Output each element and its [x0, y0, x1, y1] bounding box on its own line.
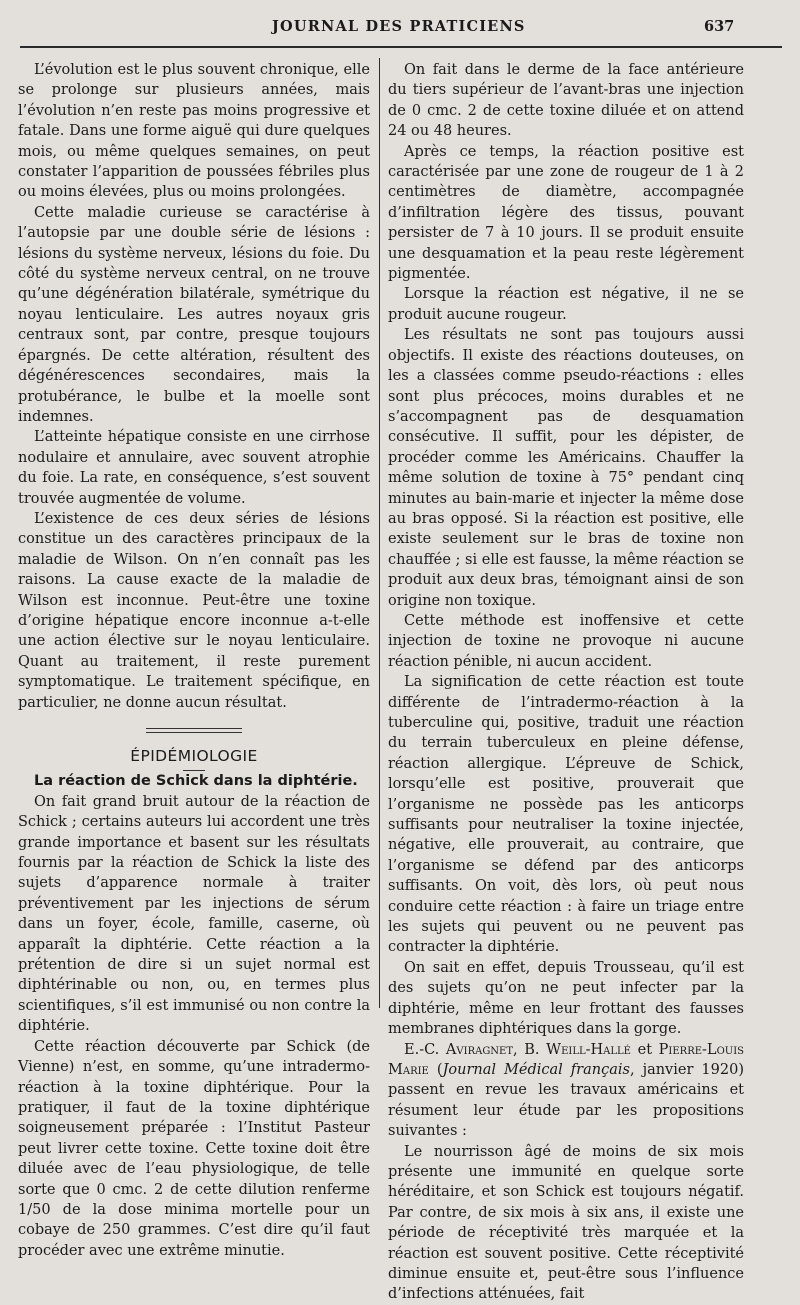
paragraph: L’existence de ces deux séries de lésions constitue un des caractères principaux de la maladie de Wilson. On n’en connaît pas les raisons. La cause exacte de la maladie de Wilson est inconnue. Peut-être une toxine d’origine hépatique encore inconnue a-t-elle une action élective sur le noyau lenticulaire. Quant au traitement, il reste purement symptomatique. Le traitement spécifique, en particulier, ne donne aucun résultat. [18, 510, 370, 711]
article-title: La réaction de Schick dans la diphtérie. [34, 773, 358, 790]
paragraph: L’atteinte hépatique consiste en une cirrhose nodulaire et annulaire, avec souvent atrophie du foie. La rate, en conséquence, s’est souvent trouvée augmentée de volume. [18, 429, 370, 507]
paragraph: Cette méthode est inoffensive et cette injection de toxine ne provoque ni aucune réaction pénible, ni aucun accident. [388, 612, 744, 670]
paragraph: On fait grand bruit autour de la réaction de Schick ; certains auteurs lui accordent une très grande importance et basent sur les résultats fournis par la réaction de Schick la liste des sujets d’apparence normale à traiter préventivement par les injections de sérum dans un foyer, école, famille, caserne, où apparaît la diphtérie. Cette réaction a la prétention de dire si un sujet normal est diphtérinable ou non, ou, en termes plus scientifiques, s’il est immunisé ou non contre la diphtérie. [18, 793, 370, 1035]
paragraph: Les résultats ne sont pas toujours aussi objectifs. Il existe des réactions douteuses, on les a classées comme pseudo-réactions : elles sont plus précoces, moins durables et ne s’accompagnent pas de desquamation consécutive. Il suffit, pour les dépister, de procéder comme les Américains. Chauffer la même solution de toxine à 75° pendant cinq minutes au bain-marie et injecter la même dose au bras opposé. Si la réaction est positive, elle existe seulement sur le bras de toxine non chauffée ; si elle est fausse, la même réaction se produit aux deux bras, témoignant ainsi de son origine non toxique. [388, 327, 744, 609]
section-divider [146, 728, 242, 733]
right-column [388, 60, 744, 1305]
paragraph: On fait dans le derme de la face antérieure du tiers supérieur de l’avant-bras une injection de 0 cmc. 2 de cette toxine diluée et on attend 24 ou 48 heures. [388, 62, 744, 140]
page-number: 637 [704, 18, 735, 35]
running-head [0, 18, 800, 42]
citation-text: , janvier 1920) passent en revue les travaux américains et résument leur étude par les propositions suivantes : [388, 1061, 744, 1140]
column-divider [379, 58, 380, 1008]
citation-paragraph: E.-C. Aviragnet, B. Weill-Hallé et Pierre-Louis Marie (Journal Médical français, janvier 1920) passent en revue les travaux américains et résument leur étude par les propositions suivantes : [388, 1041, 744, 1140]
paragraph: La signification de cette réaction est toute différente de l’intradermo-réaction à la tuberculine qui, positive, traduit une réaction du terrain tuberculeux en pleine défense, réaction allergique. L’épreuve de Schick, lorsqu’elle est positive, prouverait que l’organisme ne possède pas les anticorps suffisants pour neutraliser la toxine injectée, négative, elle prouverait, au contraire, que l’organisme se défend par des anticorps suffisants. On voit, dès lors, où peut nous conduire cette réaction : à faire un triage entre les sujets qui peuvent ou ne peuvent pas contracter la diphtérie. [388, 674, 744, 956]
paragraph: Lorsque la réaction est négative, il ne se produit aucune rougeur. [388, 286, 744, 323]
paragraph: Cette maladie curieuse se caractérise à l’autopsie par une double série de lésions : lésions du système nerveux, lésions du foie. Du côté du système nerveux central, on ne trouve qu’une dégénération bilatérale, symétrique du noyau lenticulaire. Les autres noyaux gris centraux sont, par contre, presque toujours épargnés. De cette altération, résultent des dégénérescences secondaires, mais la protubérance, le bulbe et la moelle sont indemnes. [18, 204, 370, 425]
paragraph: L’évolution est le plus souvent chronique, elle se prolonge sur plusieurs années, mais l’évolution n’en reste pas moins progressive et fatale. Dans une forme aiguë qui dure quelques mois, ou même quelques semaines, on peut constater l’apparition de poussées fébriles plus ou moins élevées, plus ou moins prolongées. [18, 62, 370, 201]
section-title: ÉPIDÉMIOLOGIE [130, 747, 258, 765]
citation-author: Pierre-Louis Marie [388, 1041, 744, 1078]
journal-title: JOURNAL DES PRATICIENS [272, 18, 526, 35]
citation-authors: E.-C. Aviragnet, B. Weill-Hallé [404, 1041, 631, 1058]
citation-journal: Journal Médical français [442, 1061, 630, 1078]
paragraph: Le nourrisson âgé de moins de six mois présente une immunité en quelque sorte héréditaire, et son Schick est toujours négatif. Par contre, de six mois à six ans, il existe une période de réceptivité très marquée et la réaction est souvent positive. Cette réceptivité diminue ensuite et, peut-être sous l’influence d’infections atténuées, fait [388, 1143, 744, 1303]
paragraph: Après ce temps, la réaction positive est caractérisée par une zone de rougeur de 1 à 2 centimètres de diamètre, accompagnée d’infiltration légère des tissus, pouvant persister de 7 à 10 jours. Il se produit ensuite une desquamation et la peau reste légèrement pigmentée. [388, 143, 744, 283]
paragraph: Cette réaction découverte par Schick (de Vienne) n’est, en somme, qu’une intradermo-réaction à la toxine diphtérique. Pour la pratiquer, il faut de la toxine diphtérique soigneusement préparée : l’Institut Pasteur peut livrer cette toxine. Cette toxine doit être diluée avec de l’eau physiologique, de telle sorte que 0 cmc. 2 de cette dilution renferme 1/50 de la dose minima mortelle pour un cobaye de 250 grammes. C’est dire qu’il faut procéder avec une extrême minutie. [18, 1038, 370, 1259]
paragraph: On sait en effet, depuis Trousseau, qu’il est des sujets qu’on ne peut infecter par la diphtérie, même en leur frottant des fausses membranes diphtériques dans la gorge. [388, 959, 744, 1038]
header-rule [20, 46, 782, 48]
left-column [18, 60, 370, 1261]
citation-conjunction: et [630, 1041, 659, 1058]
